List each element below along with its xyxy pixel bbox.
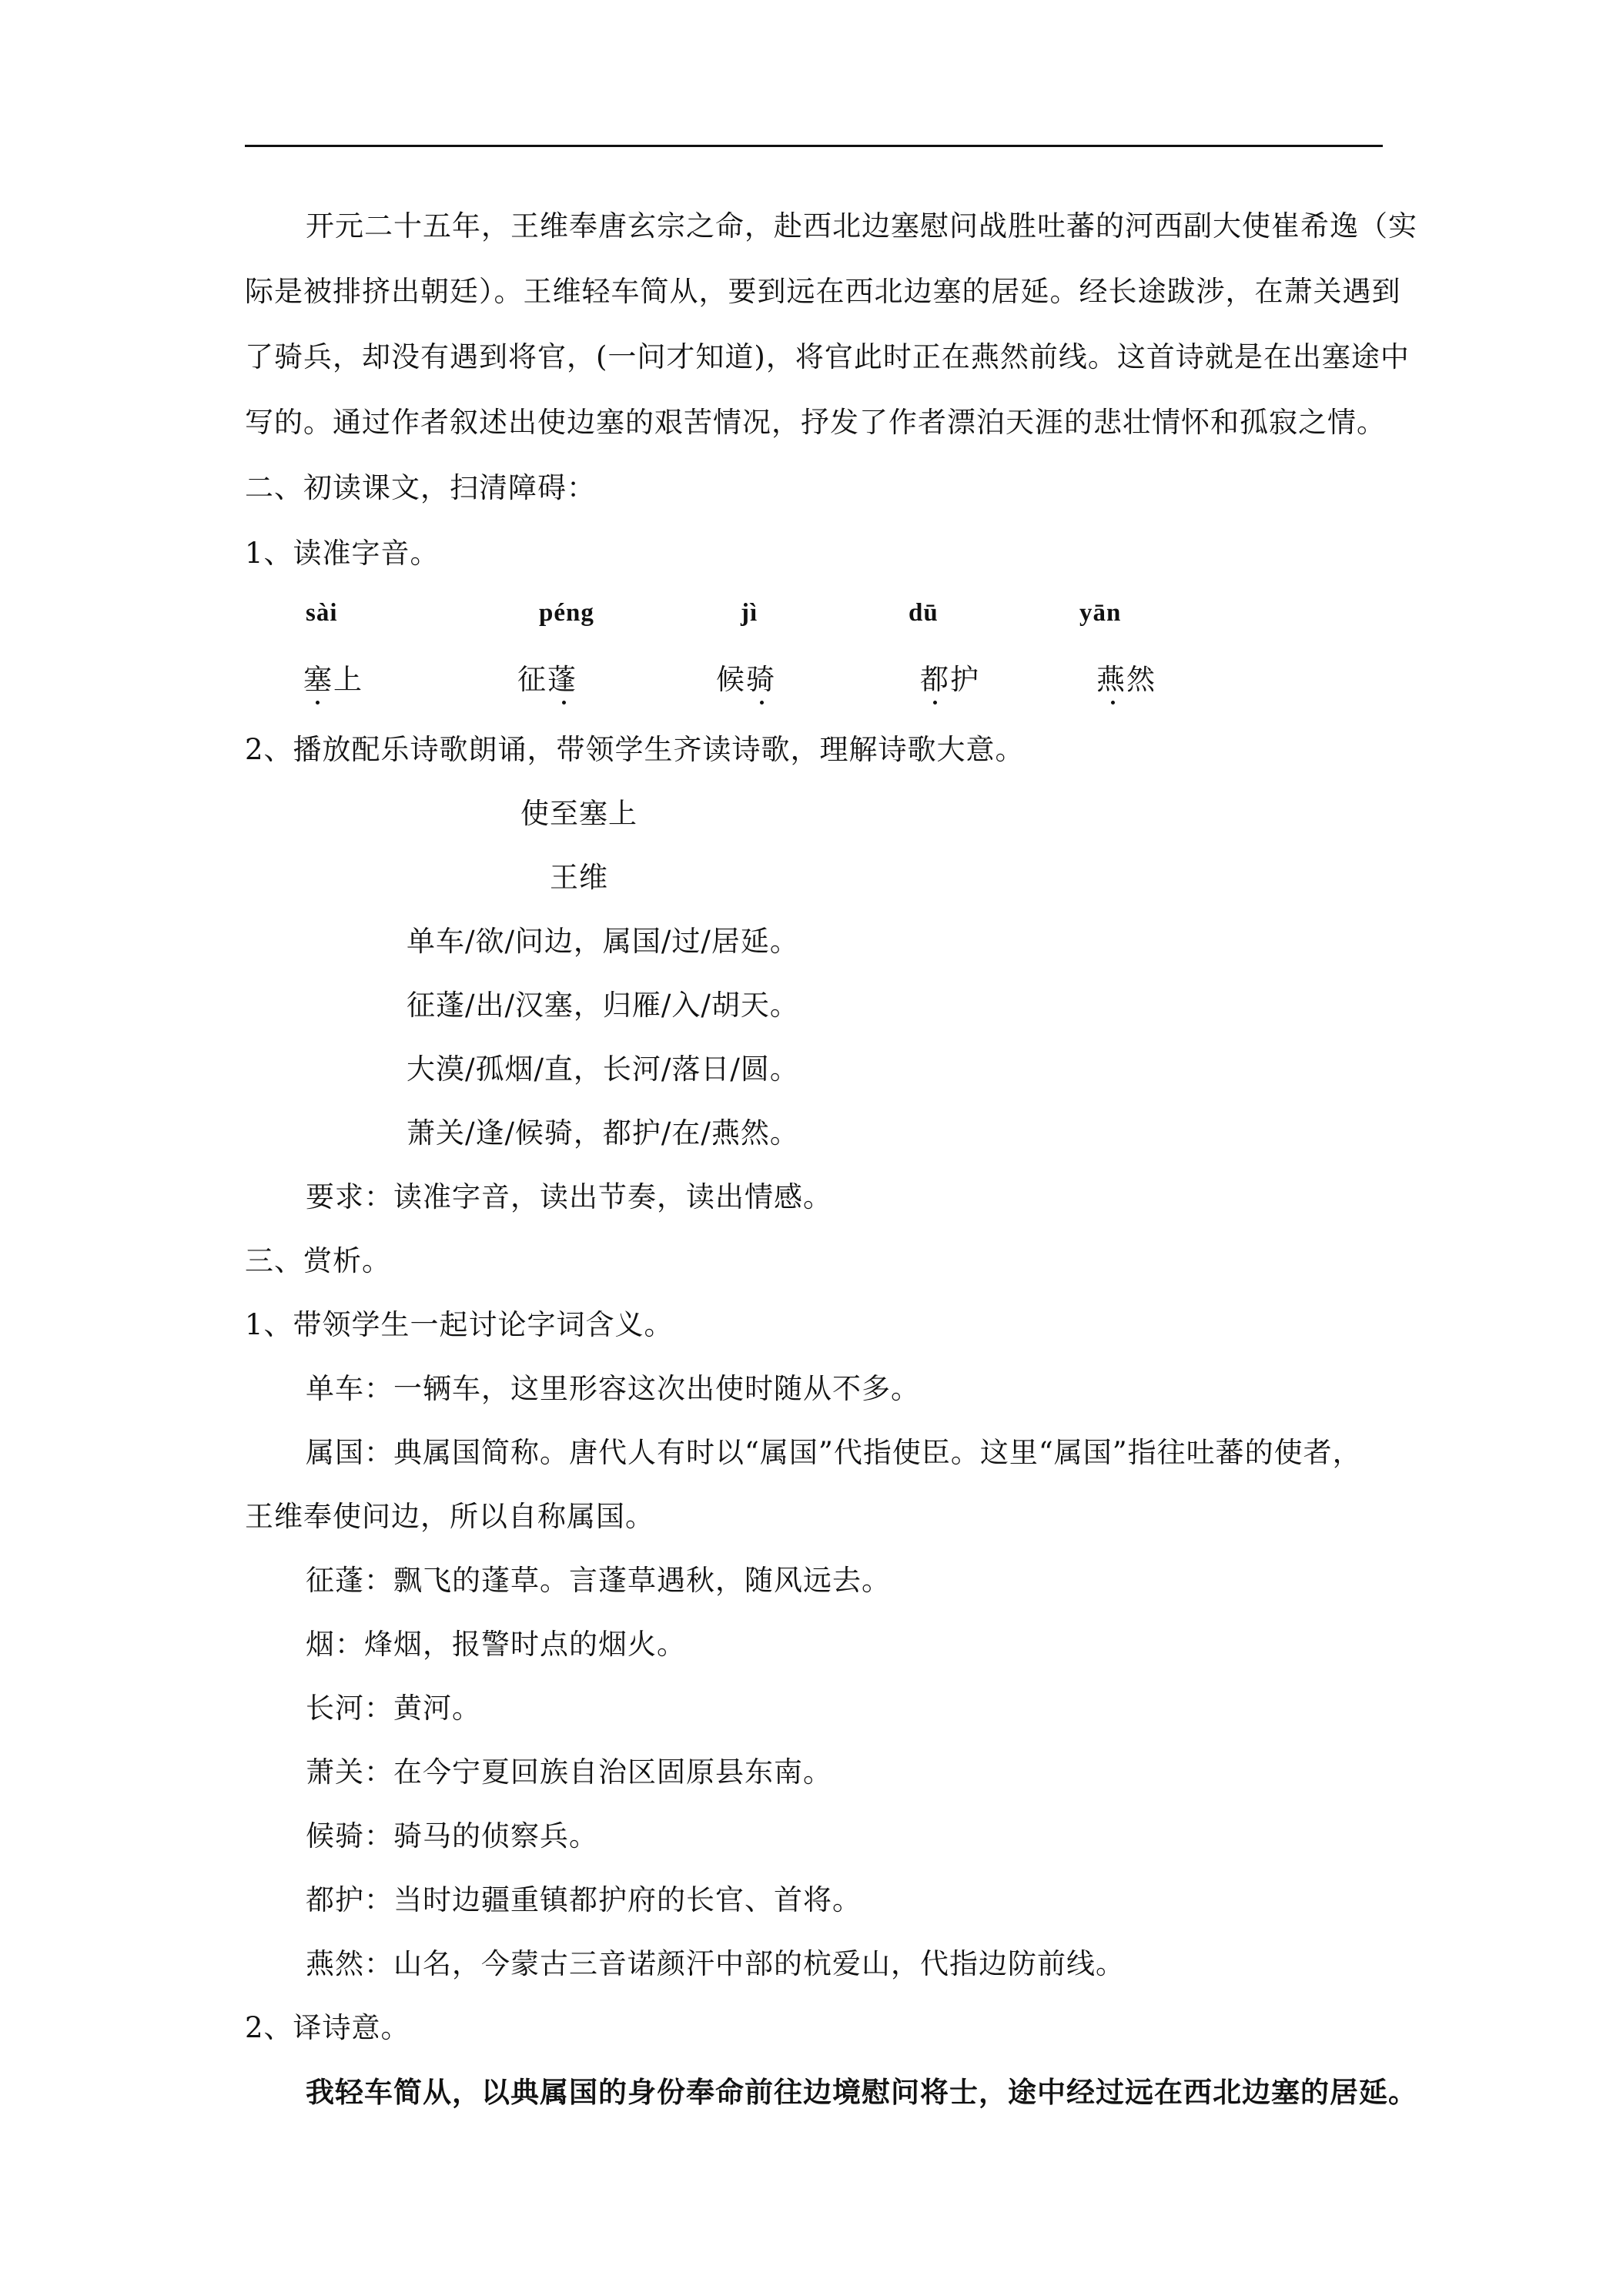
pronunciation-word: 都护 bbox=[920, 663, 980, 696]
emphasis-dot bbox=[760, 701, 764, 705]
list-item-heading: 1、读准字音。 bbox=[245, 537, 440, 570]
pinyin-label: yān bbox=[1079, 599, 1122, 627]
intro-line: 写的。通过作者叙述出使边塞的艰苦情况，抒发了作者漂泊天涯的悲壮情怀和孤寂之情。 bbox=[245, 406, 1386, 439]
pronunciation-word: 候骑 bbox=[716, 663, 776, 696]
section-heading: 二、初读课文，扫清障碍： bbox=[245, 471, 596, 504]
list-item-heading: 2、译诗意。 bbox=[245, 2011, 410, 2044]
glossary-entry: 王维奉使问边，所以自称属国。 bbox=[245, 1500, 654, 1533]
poem-line: 萧关/逢/候骑，都护/在/燕然。 bbox=[407, 1116, 799, 1150]
pronunciation-word: 征蓬 bbox=[517, 663, 577, 696]
emphasis-dot bbox=[316, 701, 320, 705]
requirement-text: 要求：读准字音，读出节奏，读出情感。 bbox=[306, 1180, 832, 1213]
translation-text: 我轻车简从，以典属国的身份奉命前往边境慰问将士，途中经过远在西北边塞的居延。 bbox=[306, 2075, 1417, 2109]
poem-line: 征蓬/出/汉塞，归雁/入/胡天。 bbox=[407, 989, 799, 1022]
glossary-entry: 属国：典属国简称。唐代人有时以“属国”代指使臣。这里“属国”指往吐蕃的使者， bbox=[306, 1436, 1362, 1469]
intro-line: 际是被排挤出朝廷）。王维轻车简从，要到远在西北边塞的居延。经长途跋涉，在萧关遇到 bbox=[245, 275, 1401, 308]
poem-line: 单车/欲/问边，属国/过/居延。 bbox=[407, 925, 799, 958]
glossary-entry: 萧关：在今宁夏回族自治区固原县东南。 bbox=[306, 1755, 832, 1789]
pinyin-label: péng bbox=[539, 599, 594, 627]
emphasis-dot bbox=[933, 701, 937, 705]
intro-line: 开元二十五年，王维奉唐玄宗之命，赴西北边塞慰问战胜吐蕃的河西副大使崔希逸（实 bbox=[306, 209, 1417, 243]
emphasis-dot bbox=[562, 701, 566, 705]
list-item-heading: 2、播放配乐诗歌朗诵，带领学生齐读诗歌，理解诗歌大意。 bbox=[245, 733, 1025, 766]
section-heading: 三、赏析。 bbox=[245, 1244, 391, 1277]
header-rule bbox=[245, 145, 1383, 147]
emphasis-dot bbox=[1111, 701, 1115, 705]
pinyin-label: dū bbox=[909, 599, 939, 627]
list-item-heading: 1、带领学生一起讨论字词含义。 bbox=[245, 1308, 674, 1341]
glossary-entry: 烟：烽烟，报警时点的烟火。 bbox=[306, 1628, 686, 1661]
glossary-entry: 单车：一辆车，这里形容这次出使时随从不多。 bbox=[306, 1372, 920, 1405]
glossary-entry: 都护：当时边疆重镇都护府的长官、首将。 bbox=[306, 1883, 862, 1916]
glossary-entry: 候骑：骑马的侦察兵。 bbox=[306, 1819, 598, 1853]
glossary-entry: 长河：黄河。 bbox=[306, 1692, 481, 1725]
intro-line: 了骑兵，却没有遇到将官，(一问才知道)，将官此时正在燕然前线。这首诗就是在出塞途中 bbox=[245, 340, 1410, 373]
poem-line: 大漠/孤烟/直，长河/落日/圆。 bbox=[407, 1053, 799, 1086]
pronunciation-word: 燕然 bbox=[1096, 663, 1156, 696]
pinyin-label: jì bbox=[741, 599, 758, 627]
glossary-entry: 征蓬：飘飞的蓬草。言蓬草遇秋，随风远去。 bbox=[306, 1564, 891, 1597]
pronunciation-word: 塞上 bbox=[303, 663, 363, 696]
poem-title: 使至塞上 bbox=[520, 797, 637, 830]
poem-author: 王维 bbox=[550, 861, 608, 894]
pinyin-label: sài bbox=[306, 599, 338, 627]
glossary-entry: 燕然：山名，今蒙古三音诺颜汗中部的杭爱山，代指边防前线。 bbox=[306, 1947, 1125, 1980]
